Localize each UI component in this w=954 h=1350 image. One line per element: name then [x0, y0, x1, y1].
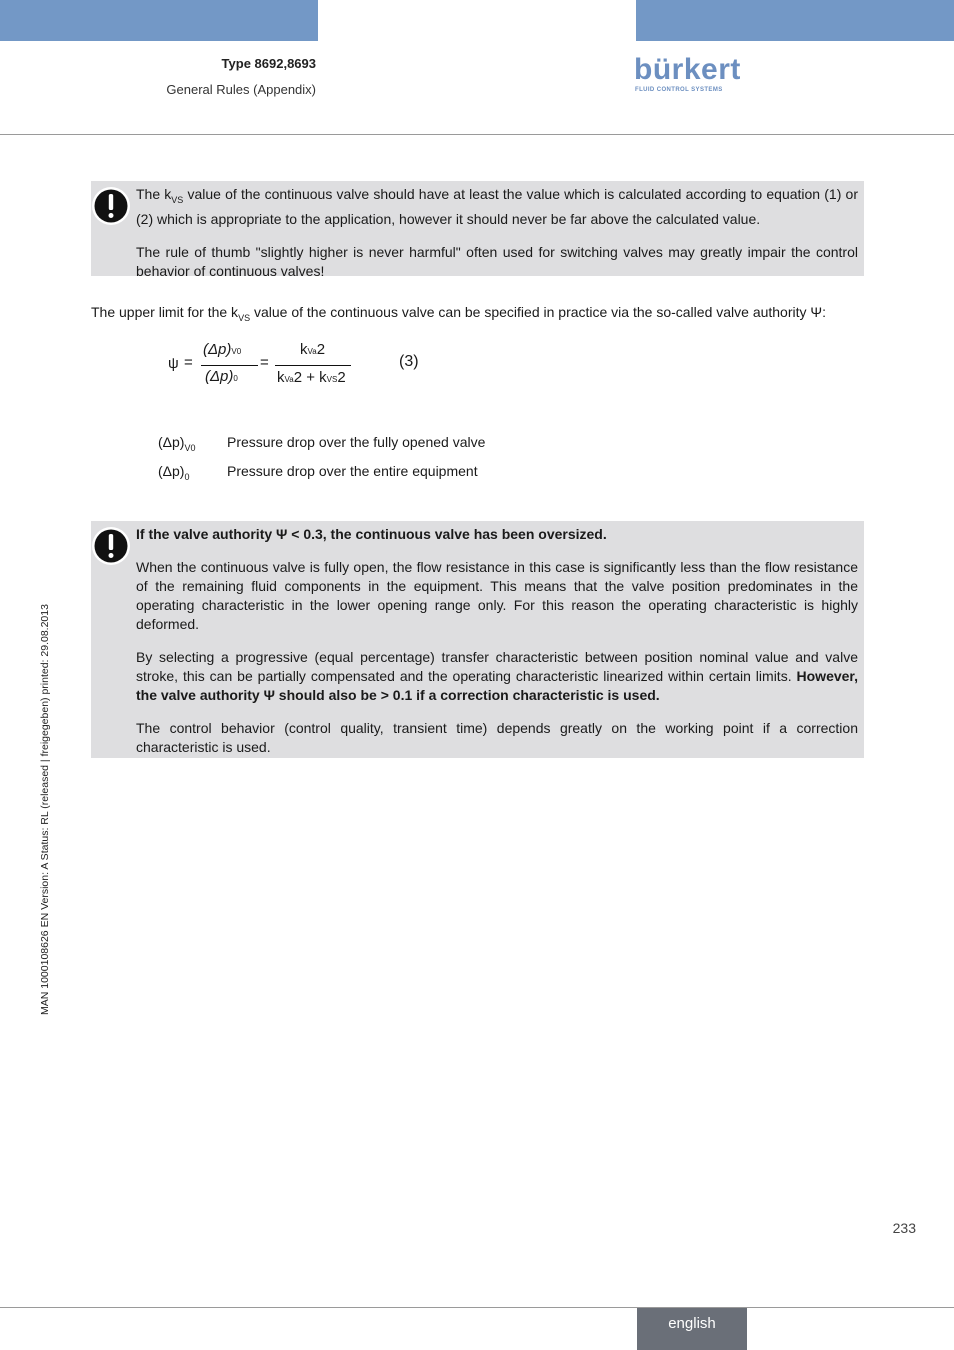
document-metadata: MAN 1000108626 EN Version: A Status: RL (released | freigegeben) printed: 29.08.2013 — [39, 604, 51, 1015]
footer-divider — [0, 1307, 954, 1308]
header-divider — [0, 134, 954, 135]
definition-symbol: $(\Delta p)_{V0}$ — [158, 434, 196, 453]
fraction-numerator: kVa2 — [300, 341, 326, 358]
intro-paragraph: The upper limit for the $k_{VS}$ value of the continuous valve can be specified in practice via the so-called valve authority Ψ: — [91, 304, 826, 323]
fraction-bar — [275, 365, 351, 366]
warning-note-kvs — [91, 181, 864, 279]
note-heading: If the valve authority Ψ < 0.3, the continuous valve has been oversized. — [136, 526, 607, 542]
definition-row — [158, 463, 478, 482]
definition-text: Pressure drop over the fully opened valve — [227, 434, 486, 450]
fraction-numerator: (Δp)V0 — [203, 341, 242, 358]
definition-row — [158, 434, 485, 453]
burkert-logo — [634, 53, 741, 98]
logo-wordmark: bürkert — [634, 53, 741, 86]
definition-text: Pressure drop over the entire equipment — [227, 463, 478, 479]
equals-sign: = — [184, 354, 193, 371]
equals-sign: = — [260, 354, 269, 371]
section-title: General Rules (Appendix) — [166, 82, 316, 97]
document-type: Type 8692,8693 — [221, 56, 316, 71]
note-paragraph: The $k_{VS}$ value of the continuous valve should have at least the value which is calculated according to equation (1) or (2) which is appropriate to the application, however it should never be far above the calculated value. — [136, 186, 858, 227]
fraction-bar — [201, 365, 258, 366]
fraction-denominator: (Δp)0 — [205, 368, 238, 385]
page-number: 233 — [892, 1220, 916, 1236]
header-bar-right — [636, 0, 954, 41]
warning-note-authority — [91, 521, 864, 758]
exclamation-icon — [91, 186, 131, 226]
note-paragraph: The control behavior (control quality, transient time) depends greatly on the working point if a correction characteristic is used. — [136, 720, 858, 755]
equation-3 — [165, 338, 455, 398]
language-tab: english — [637, 1308, 747, 1350]
psi-symbol: ψ — [168, 355, 179, 372]
header-bar-left — [0, 0, 318, 41]
note-paragraph: By selecting a progressive (equal percentage) transfer characteristic between position nominal value and valve stroke, this can be partially compensated and the operating characteristic linearized within certain limits. However, the valve authority Ψ should also be > 0.1 if a correction characteristic is used. — [136, 649, 858, 703]
definition-symbol: $(\Delta p)_0$ — [158, 463, 190, 482]
note-paragraph: The rule of thumb "slightly higher is never harmful" often used for switching valves may greatly impair the control behavior of continuous valves! — [136, 243, 858, 279]
exclamation-icon — [91, 526, 131, 566]
logo-tagline: FLUID CONTROL SYSTEMS — [635, 87, 723, 93]
equation-number: (3) — [399, 353, 419, 370]
note-paragraph: When the continuous valve is fully open, the flow resistance in this case is significantly less than the flow resistance of the remaining fluid components in the equipment. This means that the valve position predominates in the operating characteristic in the lower opening range only. For this reason the operating characteristic is highly deformed. — [136, 559, 858, 632]
fraction-denominator: kVa2 + kVS2 — [277, 369, 346, 386]
